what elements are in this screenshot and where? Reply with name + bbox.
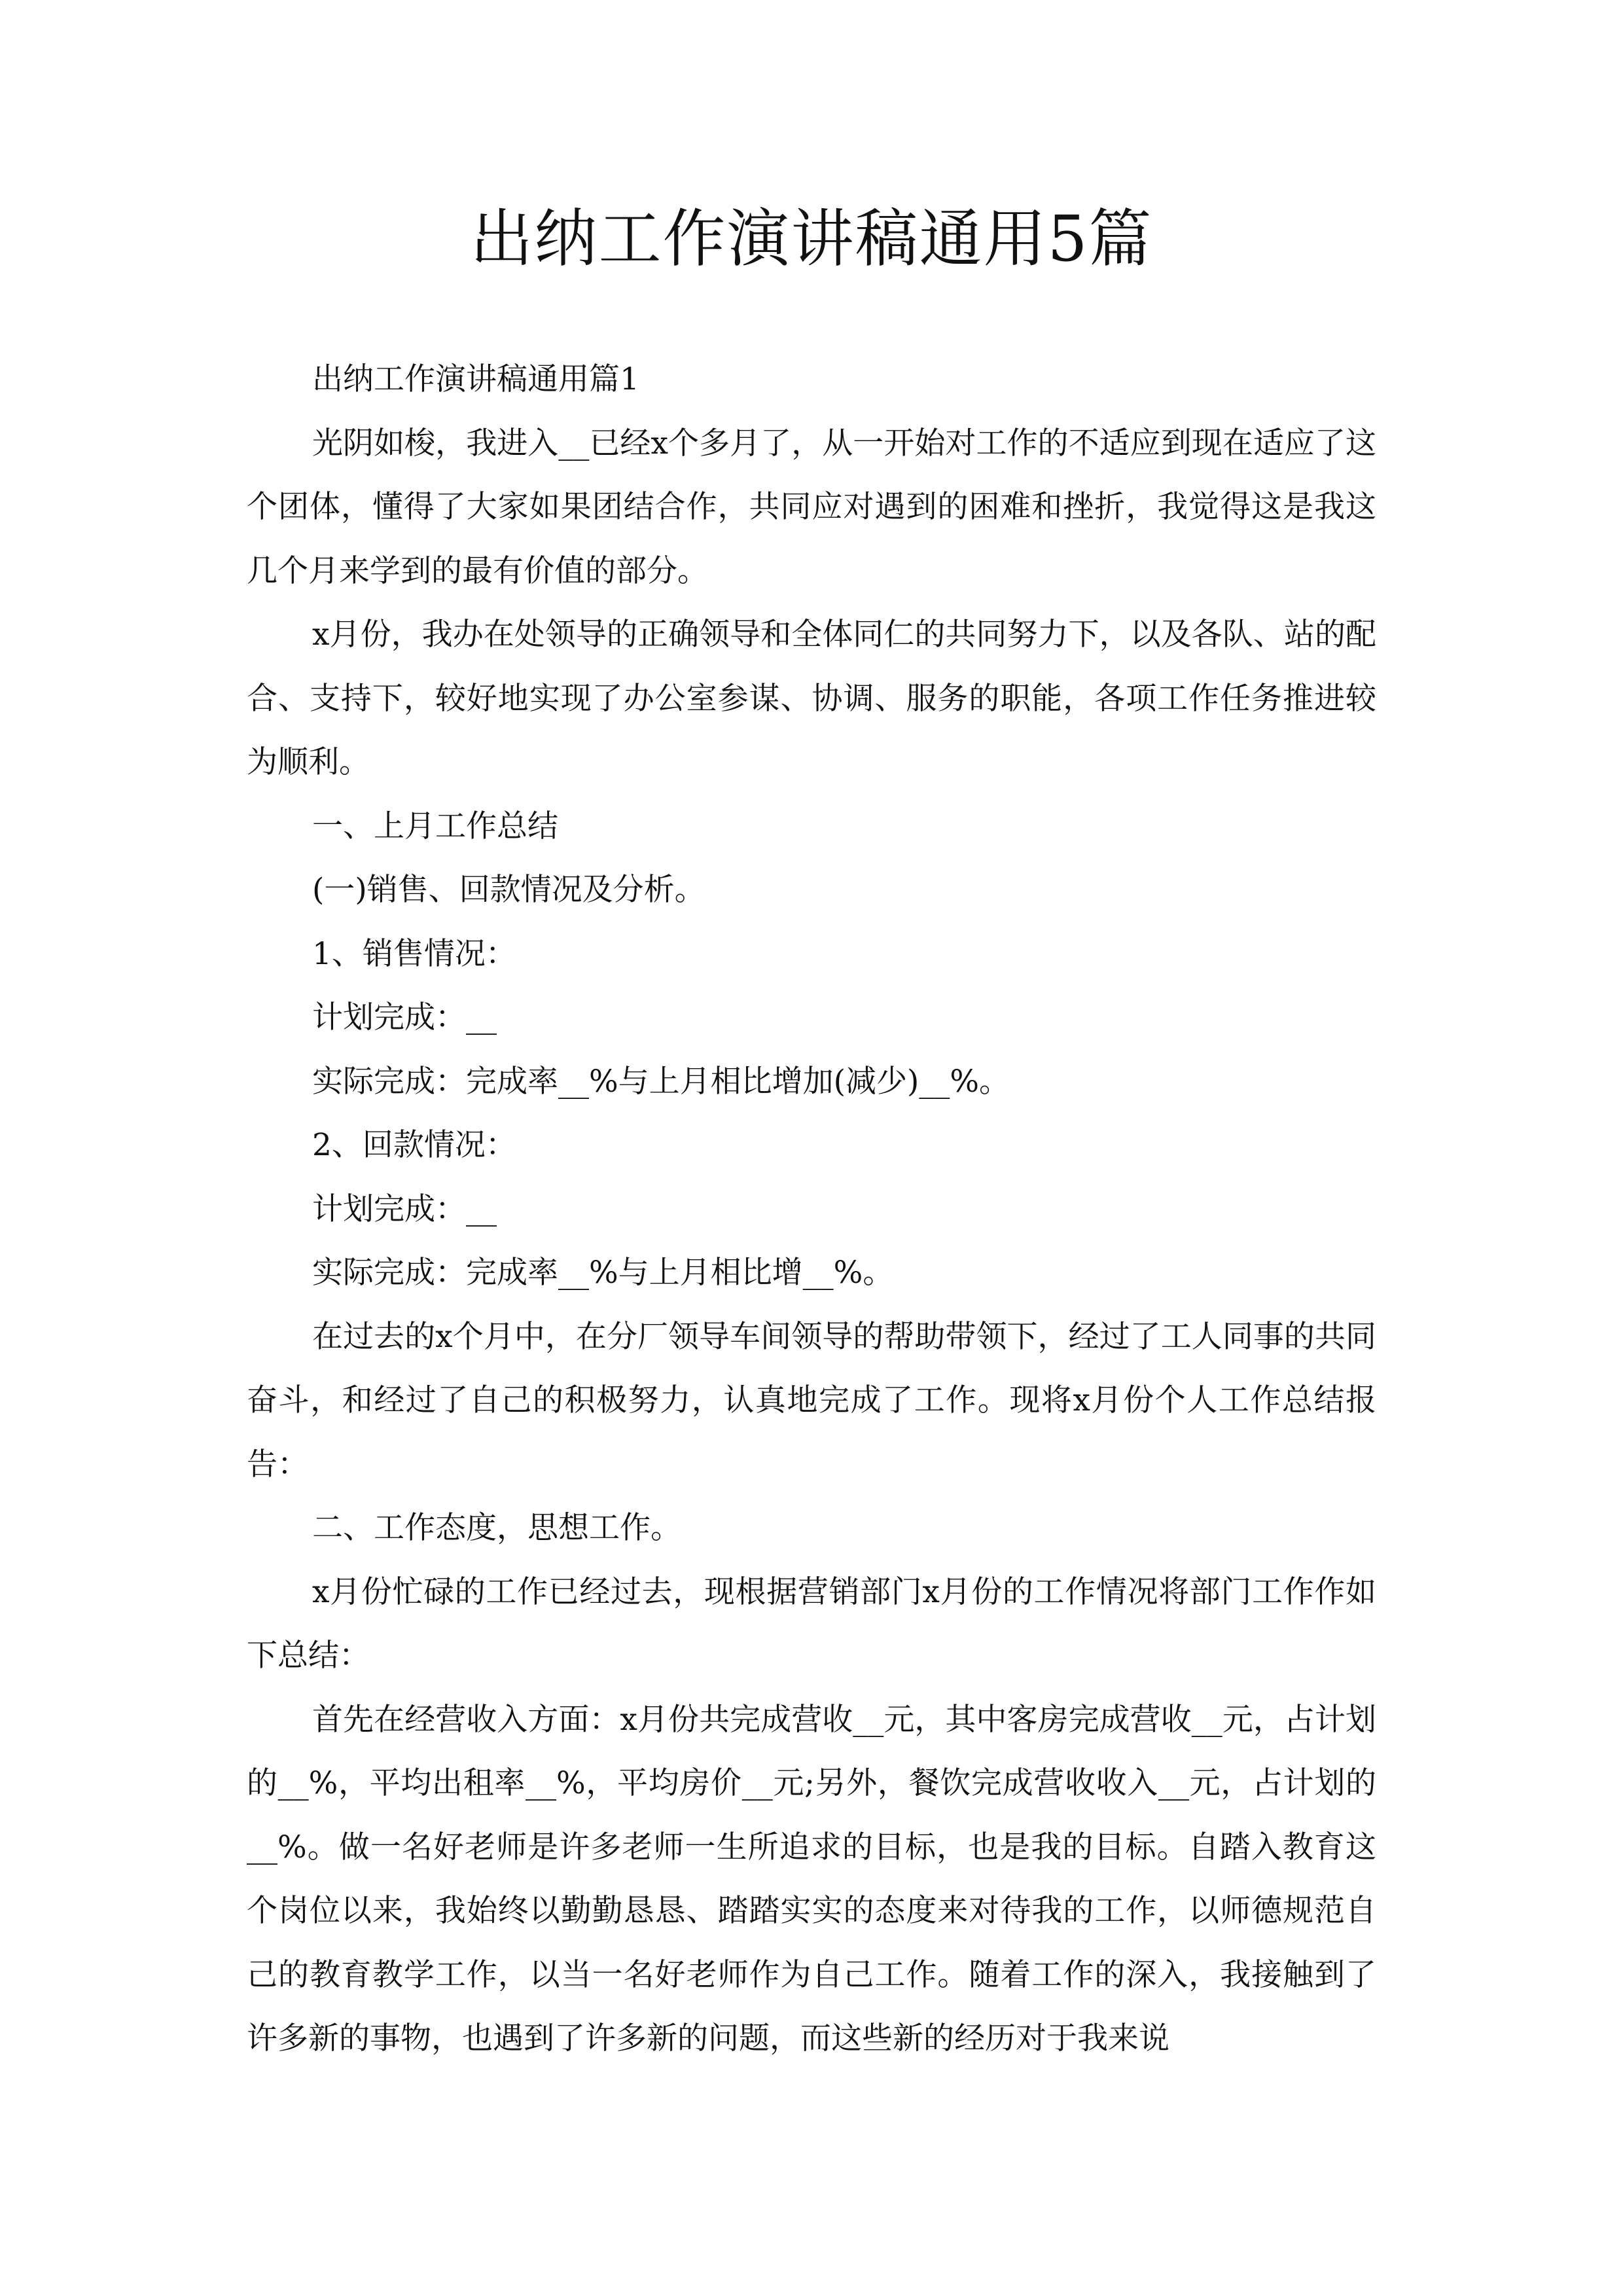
paragraph-marketing-summary: x月份忙碌的工作已经过去，现根据营销部门x月份的工作情况将部门工作作如下总结： [247, 1573, 1376, 1674]
heading-payment-status: 2、回款情况： [312, 1127, 516, 1163]
heading-last-month-summary: 一、上月工作总结 [312, 808, 558, 844]
document-title: 出纳工作演讲稿通用5篇 [470, 202, 1153, 276]
heading-sales-analysis: (一)销售、回款情况及分析。 [312, 872, 705, 908]
payment-plan-line: 计划完成：__ [312, 1191, 497, 1227]
heading-sales-status: 1、销售情况： [312, 935, 516, 972]
paragraph-monthly: x月份，我办在处领导的正确领导和全体同仁的共同努力下，以及各队、站的配合、支持下，较好地实现了办公室参谋、协调、服务的职能，各项工作任务推进较为顺利。 [247, 617, 1376, 780]
paragraph-intro: 光阴如梭，我进入__已经x个多月了，从一开始对工作的不适应到现在适应了这个团体，懂得了大家如果团结合作，共同应对遇到的困难和挫折，我觉得这是我这几个月来学到的最有价值的部分。 [247, 425, 1376, 589]
document-body [247, 348, 1376, 2071]
heading-work-attitude: 二、工作态度，思想工作。 [312, 1510, 681, 1546]
payment-actual-line: 实际完成：完成率__%与上月相比增__%。 [312, 1255, 894, 1291]
sales-actual-line: 实际完成：完成率__%与上月相比增加(减少)__%。 [312, 1063, 1010, 1100]
section-heading-1: 出纳工作演讲稿通用篇1 [312, 361, 639, 397]
paragraph-revenue: 首先在经营收入方面：x月份共完成营收__元，其中客房完成营收__元，占计划的__%，平均出租率__%，平均房价__元;另外，餐饮完成营收收入__元，占计划的__%。做一名好老师是许多老师一生所追求的目标，也是我的目标。自踏入教育这个岗位以来，我始终以勤勤恳恳、踏踏实实的态度来对待我的工作，以师德规范自己的教育教学工作，以当一名好老师作为自己工作。随着工作的深入，我接触到了许多新的事物，也遇到了许多新的问题，而这些新的经历对于我来说 [247, 1701, 1376, 2056]
sales-plan-line: 计划完成：__ [312, 999, 497, 1035]
paragraph-past-months: 在过去的x个月中，在分厂领导车间领导的帮助带领下，经过了工人同事的共同奋斗，和经过了自己的积极努力，认真地完成了工作。现将x月份个人工作总结报告： [247, 1318, 1376, 1482]
